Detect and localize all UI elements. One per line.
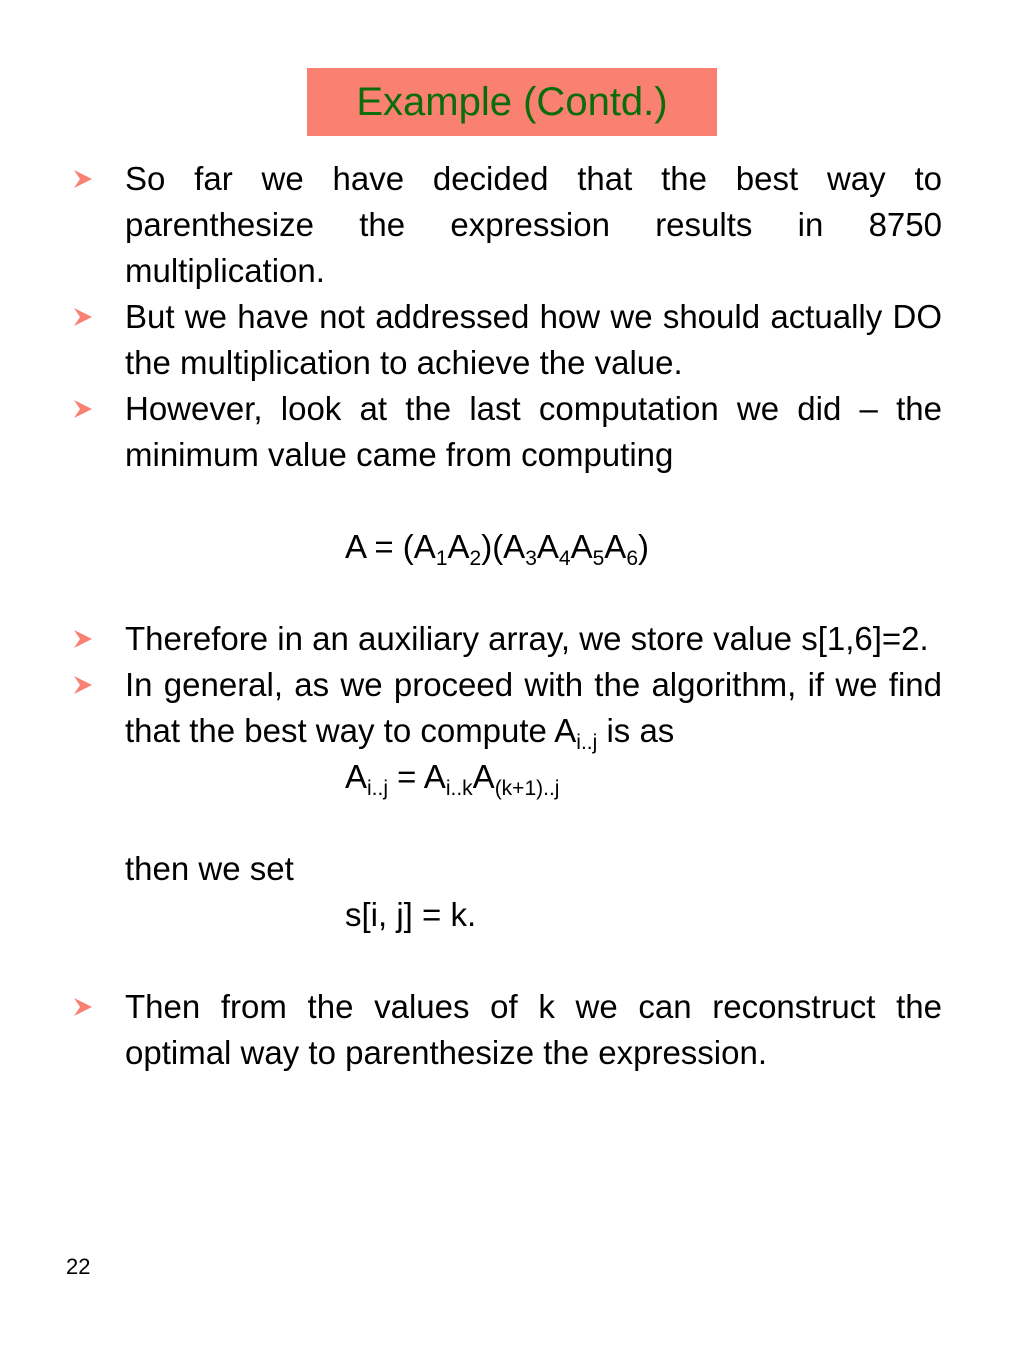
formula-parenthesization: $A = (A_1A_2)(A_3A_4A_5A_6)$ — [345, 528, 649, 570]
page-number: 22 — [66, 1254, 91, 1279]
slide-body — [72, 156, 942, 1076]
arrowhead-bullet-icon — [72, 984, 125, 1030]
title-banner — [307, 68, 717, 136]
formula-split: $A_{i..j} = A_{i..k}A_{(k+1)..j}$ — [345, 758, 560, 800]
arrowhead-bullet-icon — [72, 662, 125, 708]
bullet-item — [72, 616, 942, 662]
then-text: then we set — [125, 850, 294, 887]
bullet-item — [72, 662, 942, 754]
arrowhead-bullet-icon — [72, 156, 125, 202]
bullet-item — [72, 984, 942, 1076]
bullet-text: Therefore in an auxiliary array, we store value s[1,6]=2. — [125, 620, 929, 657]
slide-title: Example (Contd.) — [356, 80, 668, 124]
bullet-text: In general, as we proceed with the algorithm, if we find that the best way to compute $A_{i..j}$ is as — [125, 666, 942, 754]
bullet-text: However, look at the last computation we did – the minimum value came from computing — [125, 390, 942, 473]
arrowhead-bullet-icon — [72, 386, 125, 432]
bullet-item — [72, 386, 942, 478]
bullet-text: But we have not addressed how we should actually DO the multiplication to achieve the value. — [125, 298, 942, 381]
bullet-item — [72, 156, 942, 294]
bullet-item — [72, 294, 942, 386]
bullet-text: So far we have decided that the best way to parenthesize the expression results in 8750 multiplication. — [125, 160, 942, 289]
arrowhead-bullet-icon — [72, 294, 125, 340]
formula-set-s: s[i, j] = k. — [345, 896, 477, 933]
arrowhead-bullet-icon — [72, 616, 125, 662]
bullet-text: Then from the values of k we can reconstruct the optimal way to parenthesize the expression. — [125, 988, 942, 1071]
